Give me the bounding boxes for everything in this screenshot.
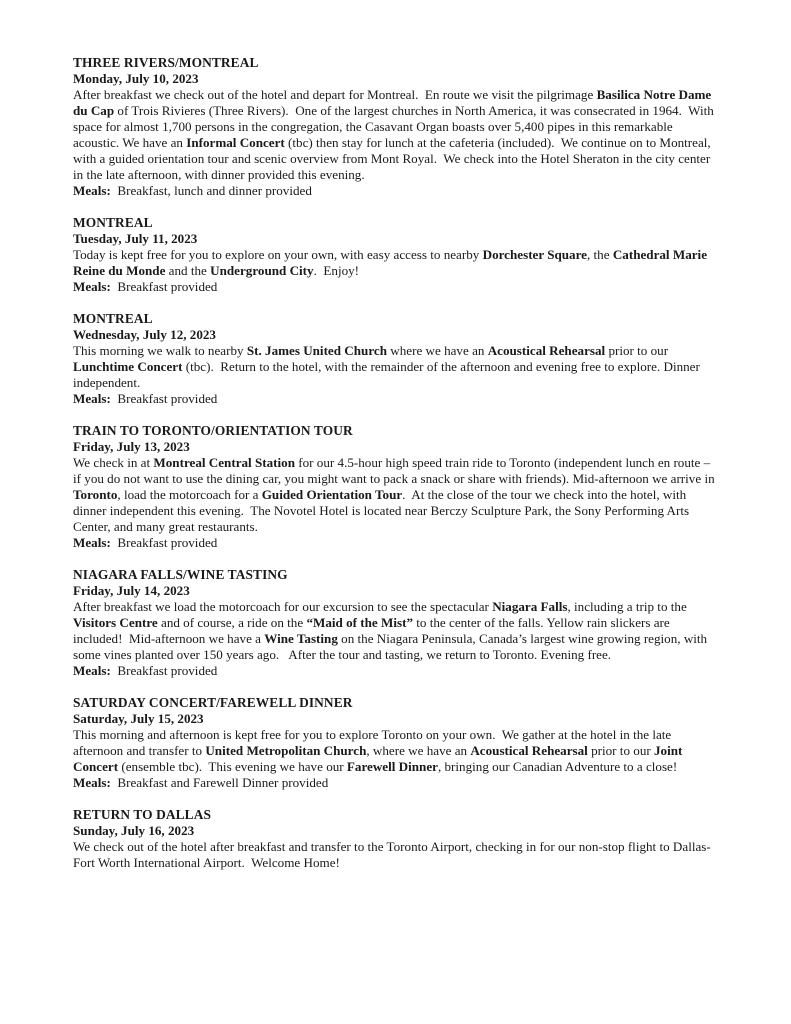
bold-text-run: Acoustical Rehearsal xyxy=(470,743,588,758)
text-run: . Enjoy! xyxy=(313,263,360,278)
text-run: . At the close of the tour we check into the hotel, with dinner independent this evening. The Novotel Hotel is located near Berczy Sculpture Park, the Sony Performing Arts Center, and many great restaurants. xyxy=(73,487,693,534)
section-date: Friday, July 13, 2023 xyxy=(73,439,190,454)
section-meals xyxy=(73,775,717,791)
text-run: (tbc). Return to the hotel, with the remainder of the afternoon and evening free to explore. Dinner independent. xyxy=(73,359,704,390)
bold-text-run: Meals: xyxy=(73,535,111,550)
section-title: RETURN TO DALLAS xyxy=(73,807,212,822)
section-date: Wednesday, July 12, 2023 xyxy=(73,327,216,342)
bold-text-run: Montreal Central Station xyxy=(153,455,295,470)
text-run: , including a trip to the xyxy=(567,599,691,614)
section-date: Friday, July 14, 2023 xyxy=(73,583,190,598)
bold-text-run: Underground City xyxy=(210,263,314,278)
section-meals xyxy=(73,535,717,551)
text-run: We check out of the hotel after breakfast and transfer to the Toronto Airport, checking in for our non-stop flight to Dallas-Fort Worth International Airport. Welcome Home! xyxy=(73,839,711,870)
text-run: , the xyxy=(587,247,613,262)
text-run: Breakfast and Farewell Dinner provided xyxy=(110,775,329,790)
bold-text-run: Wine Tasting xyxy=(264,631,338,646)
bold-text-run: United Metropolitan Church xyxy=(205,743,367,758)
text-run: of Trois Rivieres (Three Rivers). One of the largest churches in North America, it was consecrated in 1964. With space for almost 1,700 persons in the congregation, the Casavant Organ boasts over 5,400 pipes in this remarkable acoustic. We have an xyxy=(73,103,718,150)
text-run: for our 4.5-hour high speed train ride to Toronto (independent lunch en route – if you do not want to use the dining car, you might want to pack a snack or share with friends). Mid-afternoon we arrive in xyxy=(73,455,718,486)
itinerary-day-section xyxy=(73,567,717,679)
text-run: prior to our xyxy=(605,343,672,358)
text-run: Breakfast provided xyxy=(110,663,218,678)
bold-text-run: Farewell Dinner xyxy=(346,759,438,774)
itinerary-day-section xyxy=(73,215,717,295)
text-run: to the center of the falls. Yellow rain slickers are included! Mid-afternoon we have a xyxy=(73,615,673,646)
bold-text-run: Meals: xyxy=(73,279,111,294)
section-title: SATURDAY CONCERT/FAREWELL DINNER xyxy=(73,695,353,710)
bold-text-run: Meals: xyxy=(73,663,111,678)
text-run: prior to our xyxy=(587,743,654,758)
bold-text-run: Meals: xyxy=(73,391,111,406)
bold-text-run: Guided Orientation Tour xyxy=(261,487,403,502)
text-run: (ensemble tbc). This evening we have our xyxy=(118,759,347,774)
bold-text-run: “Maid of the Mist” xyxy=(306,615,414,630)
text-run: and the xyxy=(165,263,211,278)
bold-text-run: Niagara Falls xyxy=(492,599,568,614)
text-run: Breakfast provided xyxy=(110,535,218,550)
text-run: and of course, a ride on the xyxy=(157,615,307,630)
bold-text-run: Visitors Centre xyxy=(73,615,158,630)
itinerary-sections xyxy=(73,55,717,871)
bold-text-run: Meals: xyxy=(73,183,111,198)
text-run: This morning we walk to nearby xyxy=(73,343,247,358)
text-run: Breakfast provided xyxy=(110,391,218,406)
section-meals xyxy=(73,279,717,295)
text-run: , bringing our Canadian Adventure to a close! xyxy=(437,759,678,774)
text-run: After breakfast we check out of the hotel and depart for Montreal. En route we visit the pilgrimage xyxy=(73,87,597,102)
text-run: Today is kept free for you to explore on your own, with easy access to nearby xyxy=(73,247,483,262)
section-body xyxy=(73,839,717,871)
section-title: THREE RIVERS/MONTREAL xyxy=(73,55,259,70)
section-body xyxy=(73,247,717,279)
text-run: (tbc) then stay for lunch at the cafeteria (included). We continue on to Montreal, with a guided orientation tour and scenic overview from Mont Royal. We check into the Hotel Sheraton in the city center in the late afternoon, with dinner provided this evening. xyxy=(73,135,714,182)
bold-text-run: Dorchester Square xyxy=(482,247,587,262)
section-meals xyxy=(73,183,717,199)
text-run: where we have an xyxy=(387,343,488,358)
bold-text-run: Acoustical Rehearsal xyxy=(487,343,606,358)
section-date: Sunday, July 16, 2023 xyxy=(73,823,195,838)
text-run: on the Niagara Peninsula, Canada’s largest wine growing region, with some vines planted over 150 years ago. After the tour and tasting, we return to Toronto. Evening free. xyxy=(73,631,711,662)
section-meals xyxy=(73,391,717,407)
section-body xyxy=(73,599,717,663)
text-run: , load the motorcoach for a xyxy=(117,487,262,502)
section-date: Monday, July 10, 2023 xyxy=(73,71,199,86)
text-run: Breakfast provided xyxy=(110,279,218,294)
itinerary-day-section xyxy=(73,807,717,871)
itinerary-day-section xyxy=(73,695,717,791)
bold-text-run: Toronto xyxy=(73,487,118,502)
section-title: TRAIN TO TORONTO/ORIENTATION TOUR xyxy=(73,423,353,438)
section-body xyxy=(73,87,717,183)
itinerary-day-section xyxy=(73,423,717,551)
section-title: MONTREAL xyxy=(73,311,153,326)
text-run: This morning and afternoon is kept free for you to explore Toronto on your own. We gather at the hotel in the late afternoon and transfer to xyxy=(73,727,675,758)
section-title: NIAGARA FALLS/WINE TASTING xyxy=(73,567,288,582)
text-run: After breakfast we load the motorcoach for our excursion to see the spectacular xyxy=(73,599,493,614)
text-run: Breakfast, lunch and dinner provided xyxy=(110,183,312,198)
bold-text-run: Meals: xyxy=(73,775,111,790)
section-body xyxy=(73,343,717,391)
section-meals xyxy=(73,663,717,679)
bold-text-run: Informal Concert xyxy=(186,135,285,150)
bold-text-run: Basilica Notre Dame du Cap xyxy=(73,87,715,118)
text-run: , where we have an xyxy=(366,743,471,758)
text-run: We check in at xyxy=(73,455,154,470)
section-date: Tuesday, July 11, 2023 xyxy=(73,231,198,246)
bold-text-run: Joint Concert xyxy=(73,743,686,774)
bold-text-run: Lunchtime Concert xyxy=(73,359,183,374)
section-body xyxy=(73,455,717,535)
section-body xyxy=(73,727,717,775)
bold-text-run: St. James United Church xyxy=(246,343,387,358)
section-date: Saturday, July 15, 2023 xyxy=(73,711,204,726)
section-title: MONTREAL xyxy=(73,215,153,230)
bold-text-run: Cathedral Marie Reine du Monde xyxy=(73,247,711,278)
itinerary-day-section xyxy=(73,55,717,199)
itinerary-day-section xyxy=(73,311,717,407)
